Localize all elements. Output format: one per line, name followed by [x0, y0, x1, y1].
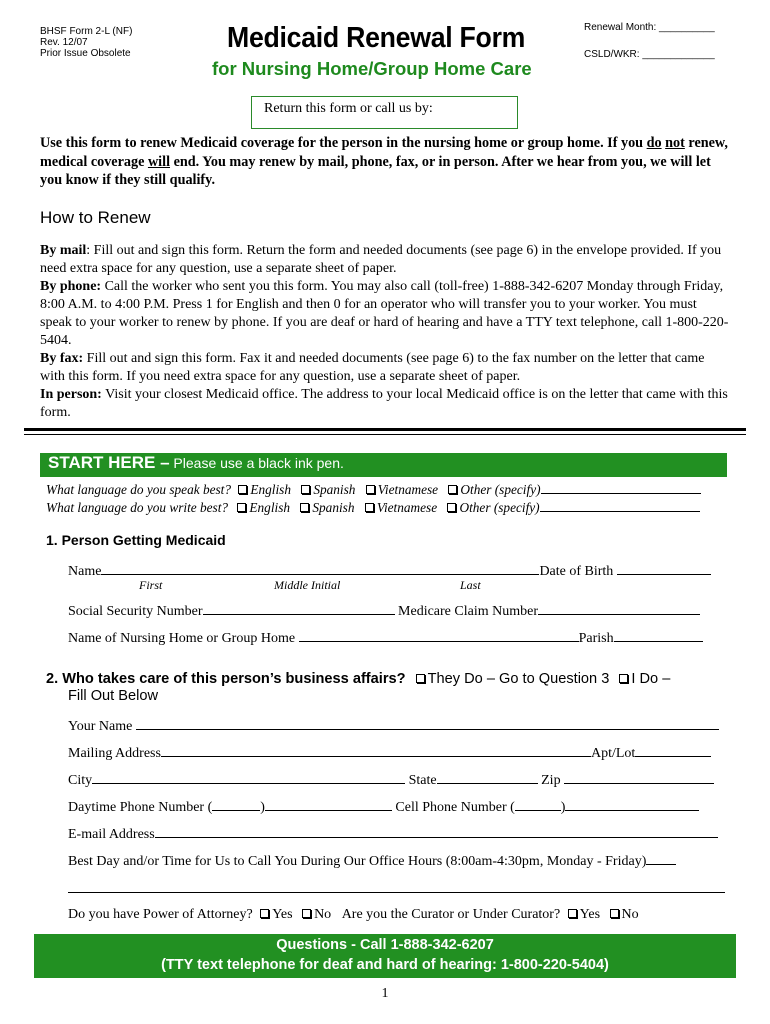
your-name-label: Your Name	[68, 719, 133, 734]
yes-label: Yes	[272, 907, 293, 922]
option-label: Vietnamese	[376, 500, 438, 515]
intro-paragraph	[40, 134, 730, 190]
i-do-label: I Do –	[631, 671, 671, 687]
curator-label: Are you the Curator or Under Curator?	[341, 907, 561, 922]
form-id: BHSF Form 2-L (NF)	[40, 26, 133, 37]
option-label: Other (specify)	[460, 482, 541, 497]
by-mail: By mail: Fill out and sign this form. Return the form and needed documents (see page 6) in the envelope provided. If you need extra space for any question, use a separate sheet of paper.	[40, 243, 722, 276]
first-label: First	[139, 578, 163, 592]
poa-yes-checkbox[interactable]	[260, 909, 269, 918]
start-here-label: START HERE –	[48, 453, 170, 472]
nursing-home-input[interactable]	[299, 628, 579, 642]
dob-label: Date of Birth	[539, 564, 614, 579]
intro-do: do	[646, 135, 662, 151]
option-label: Vietnamese	[377, 482, 439, 497]
mailing-address-input[interactable]	[161, 743, 591, 757]
speak-other-input[interactable]	[541, 480, 701, 494]
black-ink-note: Please use a black ink pen.	[169, 455, 344, 471]
option-label: Spanish	[313, 482, 356, 497]
write-other-input[interactable]	[540, 498, 700, 512]
email-label: E-mail Address	[68, 827, 155, 842]
how-to-renew-heading: How to Renew	[40, 208, 151, 227]
dob-input[interactable]	[617, 561, 711, 575]
in-person: In person: Visit your closest Medicaid office. The address to your local Medicaid office is on the letter that came with this form.	[40, 387, 728, 420]
by-fax: By fax: Fill out and sign this form. Fax it and needed documents (see page 6) to the fax number on the letter that came with this form. If you need extra space for any question, use a separate sheet of paper.	[40, 351, 705, 384]
intro-text-3: end. You may renew by mail, phone, fax, or in person. After we hear from you, we will let you know if they still qualify.	[40, 153, 711, 188]
i-do-checkbox[interactable]	[619, 674, 628, 683]
ssn-input[interactable]	[203, 601, 395, 615]
zip-input[interactable]	[564, 770, 714, 784]
return-by-box: Return this form or call us by:	[251, 96, 518, 129]
curator-yes-checkbox[interactable]	[568, 909, 577, 918]
write-question: What language do you write best?	[46, 500, 229, 515]
fill-out-below: Fill Out Below	[68, 688, 159, 704]
mailing-address-label: Mailing Address	[68, 746, 161, 761]
write-spanish-checkbox[interactable]	[300, 503, 309, 512]
apt-label: Apt/Lot	[590, 746, 636, 761]
section-2-question: 2. Who takes care of this person’s business affairs?	[46, 671, 406, 687]
form-revision: Rev. 12/07	[40, 37, 88, 48]
tty-phone: (TTY text telephone for deaf and hard of hearing: 1-800-220-5404)	[161, 957, 609, 973]
day-phone-label: Daytime Phone Number (	[68, 800, 213, 815]
section-2-heading	[46, 670, 726, 688]
no-label: No	[621, 907, 639, 922]
speak-english-checkbox[interactable]	[238, 485, 247, 494]
renewal-month-field[interactable]: Renewal Month: __________	[584, 22, 715, 33]
questions-phone: Questions - Call 1-888-342-6207	[276, 937, 494, 953]
form-meta	[40, 26, 132, 59]
curator-no-checkbox[interactable]	[610, 909, 619, 918]
how-to-renew-body	[40, 242, 730, 422]
intro-text-2: renew, medical coverage	[40, 135, 728, 170]
option-label: English	[249, 500, 291, 515]
no-label: No	[314, 907, 332, 922]
poa-label: Do you have Power of Attorney?	[68, 907, 253, 922]
by-phone: By phone: Call the worker who sent you this form. You may also call (toll-free) 1-888-342-6207 Monday through Friday, 8:00 A.M. to 4:00 P.M. Press 1 for English and then 0 for an operator who will transfer you to your worker. You must speak to your worker to renew by phone. If you are deaf or hard of hearing and have a TTY text telephone, call 1-800-220-5404.	[40, 279, 729, 348]
last-label: Last	[460, 578, 481, 592]
questions-footer-bar	[34, 934, 736, 978]
your-name-input[interactable]	[136, 716, 719, 730]
option-label: English	[250, 482, 291, 497]
option-label: Other (specify)	[459, 500, 540, 515]
best-time-label: Best Day and/or Time for Us to Call You During Our Office Hours (8:00am-4:30pm, Monday - Friday)	[68, 854, 647, 869]
name-row	[68, 561, 711, 581]
your-name-row	[68, 716, 719, 736]
zip-label: Zip	[541, 773, 561, 788]
intro-will: will	[147, 153, 171, 170]
medicare-label: Medicare Claim Number	[398, 604, 538, 619]
nursing-home-row	[68, 628, 703, 648]
start-here-bar	[40, 453, 727, 477]
cell-phone-input[interactable]	[565, 797, 699, 811]
email-row	[68, 824, 718, 844]
write-english-checkbox[interactable]	[237, 503, 246, 512]
ssn-label: Social Security Number	[68, 604, 203, 619]
paren: )	[560, 800, 566, 815]
speak-spanish-checkbox[interactable]	[301, 485, 310, 494]
section-1-heading: 1. Person Getting Medicaid	[46, 532, 226, 548]
mailing-address-row	[68, 743, 711, 763]
paren: )	[260, 800, 265, 815]
divider-thick	[24, 428, 746, 431]
cell-area-code-input[interactable]	[515, 797, 561, 811]
city-input[interactable]	[92, 770, 405, 784]
page-title: Medicaid Renewal Form	[227, 22, 526, 54]
best-time-row	[68, 851, 676, 871]
day-phone-input[interactable]	[265, 797, 392, 811]
speak-language-row	[46, 480, 701, 499]
cell-phone-label: Cell Phone Number (	[395, 800, 515, 815]
ssn-row	[68, 601, 700, 621]
write-language-row	[46, 498, 700, 517]
intro-text-1: Use this form to renew Medicaid coverage for the person in the nursing home or group home. If you	[40, 135, 647, 151]
medicare-input[interactable]	[538, 601, 700, 615]
state-label: State	[408, 773, 437, 788]
email-input[interactable]	[155, 824, 718, 838]
nursing-home-label: Name of Nursing Home or Group Home	[68, 631, 296, 646]
they-do-label: They Do – Go to Question 3	[427, 671, 610, 687]
apt-input[interactable]	[635, 743, 711, 757]
page-number: 1	[381, 986, 389, 1001]
day-area-code-input[interactable]	[212, 797, 260, 811]
middle-initial-label: Middle Initial	[274, 578, 341, 592]
csld-wkr-field[interactable]: CSLD/WKR: _____________	[584, 49, 715, 60]
obsolete-note: Prior Issue Obsolete	[40, 48, 131, 59]
name-label: Name	[68, 564, 102, 579]
divider-thin	[24, 434, 746, 435]
option-label: Spanish	[312, 500, 355, 515]
poa-no-checkbox[interactable]	[302, 909, 311, 918]
speak-vietnamese-checkbox[interactable]	[366, 485, 375, 494]
intro-not: not	[665, 135, 685, 151]
yes-label: Yes	[579, 907, 601, 922]
write-other-checkbox[interactable]	[447, 503, 456, 512]
poa-row	[68, 906, 639, 924]
name-input[interactable]	[101, 561, 539, 575]
best-time-input-line-2[interactable]	[68, 892, 725, 893]
they-do-checkbox[interactable]	[416, 674, 425, 683]
city-label: City	[68, 773, 93, 788]
best-time-input[interactable]	[646, 851, 676, 865]
city-row	[68, 770, 714, 790]
parish-input[interactable]	[614, 628, 703, 642]
phone-row	[68, 797, 699, 817]
speak-question: What language do you speak best?	[46, 482, 232, 497]
speak-other-checkbox[interactable]	[448, 485, 457, 494]
parish-label: Parish	[578, 631, 614, 646]
page-subtitle: for Nursing Home/Group Home Care	[212, 58, 532, 79]
write-vietnamese-checkbox[interactable]	[365, 503, 374, 512]
state-input[interactable]	[437, 770, 538, 784]
